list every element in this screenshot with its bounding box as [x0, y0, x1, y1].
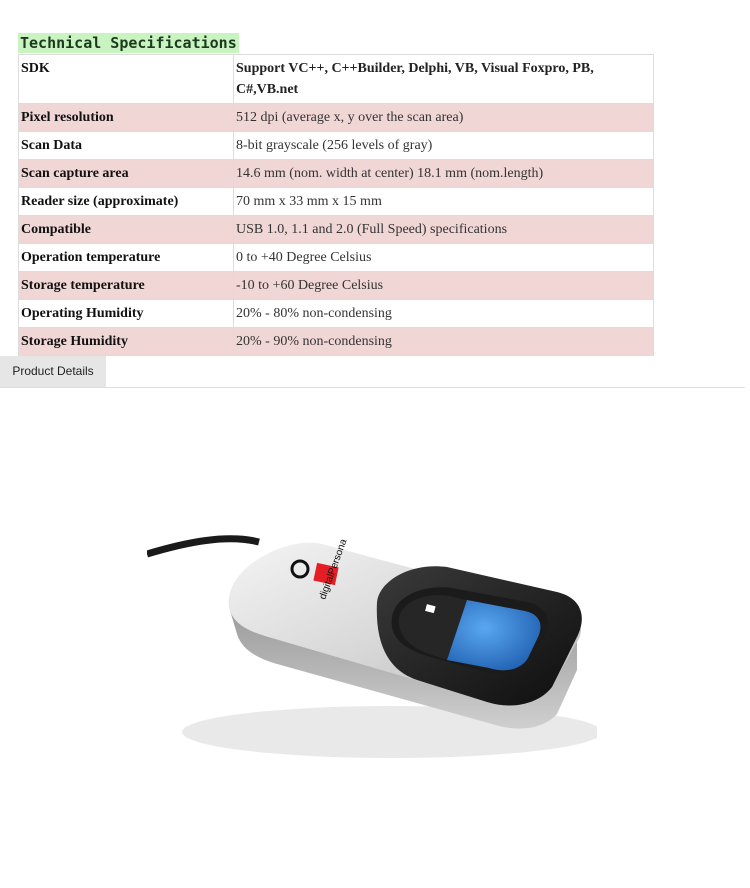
table-row	[19, 160, 654, 188]
spec-label: Operation temperature	[19, 244, 234, 272]
table-row	[19, 300, 654, 328]
table-row	[19, 188, 654, 216]
spec-value: -10 to +60 Degree Celsius	[234, 272, 654, 300]
spec-label: SDK	[19, 55, 234, 104]
table-row	[19, 55, 654, 104]
spec-value: Support VC++, C++Builder, Delphi, VB, Visual Foxpro, PB, C#,VB.net	[234, 55, 654, 104]
spec-label: Compatible	[19, 216, 234, 244]
specs-heading: Technical Specifications	[20, 34, 237, 52]
table-row	[19, 104, 654, 132]
spec-value: 20% - 90% non-condensing	[234, 328, 654, 356]
spec-value: 14.6 mm (nom. width at center) 18.1 mm (nom.length)	[234, 160, 654, 188]
product-image	[147, 402, 597, 802]
spec-value: 512 dpi (average x, y over the scan area)	[234, 104, 654, 132]
product-tabs	[0, 356, 745, 388]
spec-label: Scan capture area	[19, 160, 234, 188]
spec-value: 20% - 80% non-condensing	[234, 300, 654, 328]
spec-label: Operating Humidity	[19, 300, 234, 328]
spec-value: USB 1.0, 1.1 and 2.0 (Full Speed) specifications	[234, 216, 654, 244]
tab-product-details[interactable]: Product Details	[0, 356, 106, 387]
spec-label: Storage Humidity	[19, 328, 234, 356]
usb-cable	[147, 539, 259, 554]
spec-label: Reader size (approximate)	[19, 188, 234, 216]
table-row	[19, 328, 654, 356]
spec-label: Storage temperature	[19, 272, 234, 300]
fingerprint-reader-illustration	[147, 402, 597, 802]
spec-label: Scan Data	[19, 132, 234, 160]
specs-table	[18, 54, 654, 356]
table-row	[19, 272, 654, 300]
table-row	[19, 132, 654, 160]
table-row	[19, 216, 654, 244]
table-row	[19, 244, 654, 272]
spec-value: 0 to +40 Degree Celsius	[234, 244, 654, 272]
spec-label: Pixel resolution	[19, 104, 234, 132]
brand-name: digitalPersona	[317, 537, 350, 602]
spec-value: 8-bit grayscale (256 levels of gray)	[234, 132, 654, 160]
spec-value: 70 mm x 33 mm x 15 mm	[234, 188, 654, 216]
